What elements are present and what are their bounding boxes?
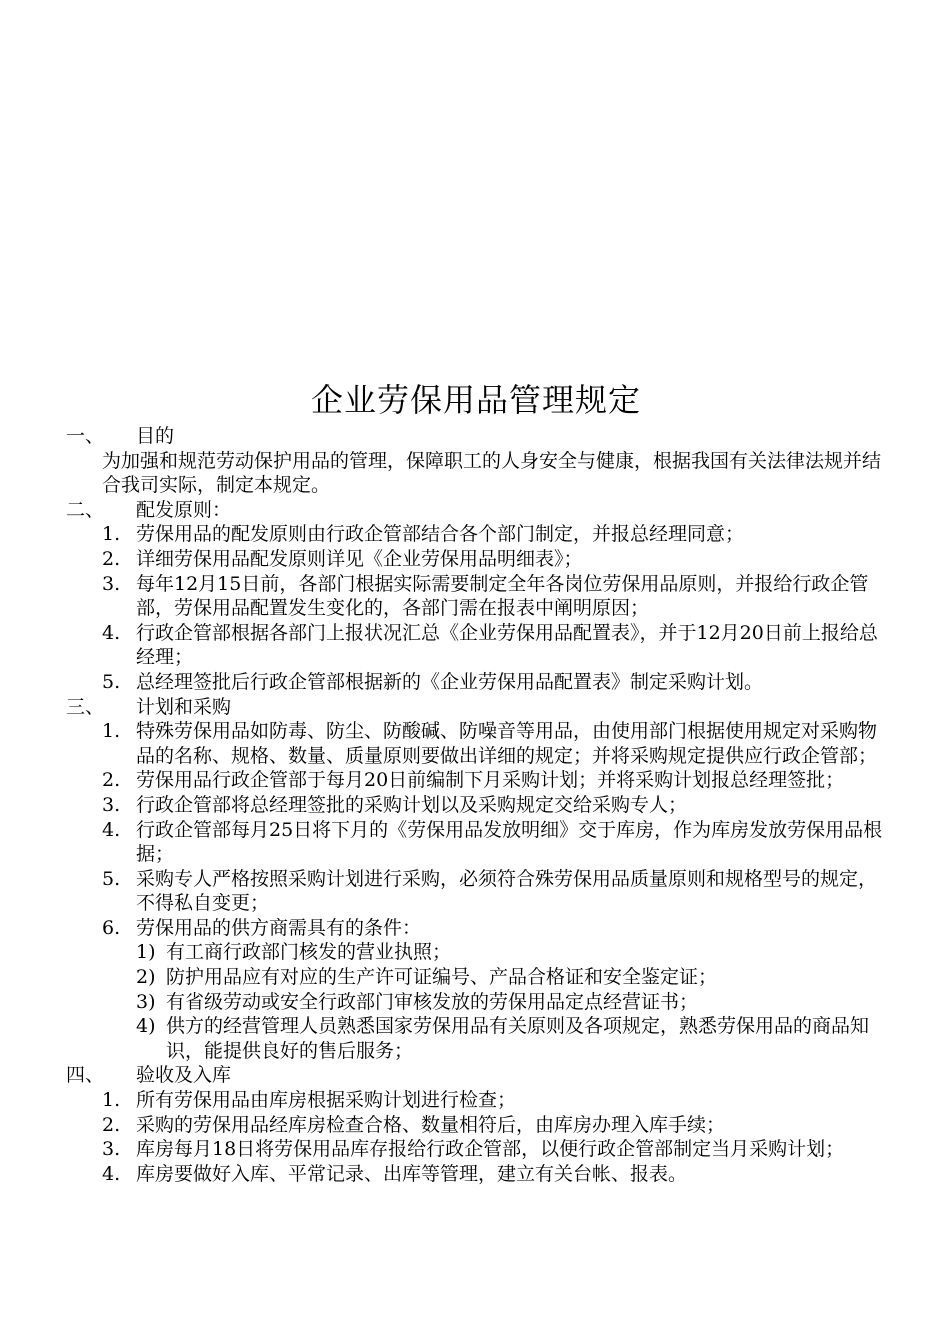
list-item — [66, 572, 886, 621]
sub-list-text: 防护用品应有对应的生产许可证编号、产品合格证和安全鉴定证； — [166, 966, 718, 989]
list-number: 2. — [102, 1113, 121, 1136]
list-item — [66, 547, 886, 572]
list-number: 3. — [102, 1138, 121, 1161]
list-text: 库房要做好入库、平常记录、出库等管理，建立有关台帐、报表。 — [136, 1162, 688, 1185]
section-title: 计划和采购 — [136, 695, 232, 718]
list-text: 总经理签批后行政企管部根据新的《企业劳保用品配置表》制定采购计划。 — [136, 670, 764, 693]
list-number: 1. — [102, 1089, 121, 1112]
list-item — [66, 916, 886, 941]
section-heading-3 — [66, 695, 886, 720]
sub-list-number: 2) — [136, 966, 156, 989]
list-text: 劳保用品行政企管部于每月20日前编制下月采购计划；并将采购计划报总经理签批； — [136, 769, 845, 792]
sub-list-number: 4) — [136, 1015, 156, 1038]
list-number: 2. — [102, 547, 121, 570]
section-number: 二、 — [66, 498, 105, 521]
section-title: 目的 — [136, 425, 175, 447]
section-paragraph: 为加强和规范劳动保护用品的管理，保障职工的人身安全与健康，根据我国有关法律法规并结合我司实际，制定本规定。 — [102, 449, 882, 497]
list-number: 5. — [102, 670, 121, 693]
list-text: 劳保用品的供方商需具有的条件： — [136, 916, 422, 939]
list-number: 1. — [102, 523, 121, 546]
sub-list-item — [66, 940, 886, 965]
list-text: 库房每月18日将劳保用品库存报给行政企管部，以便行政企管部制定当月采购计划； — [136, 1138, 845, 1161]
list-item — [66, 1113, 886, 1138]
sub-list-item — [66, 965, 886, 990]
list-text: 行政企管部将总经理签批的采购计划以及采购规定交给采购专人； — [136, 793, 688, 816]
sub-list-item — [66, 990, 886, 1015]
list-text: 所有劳保用品由库房根据采购计划进行检查； — [136, 1089, 517, 1112]
section-number: 三、 — [66, 695, 105, 718]
list-item — [66, 670, 886, 695]
list-item — [66, 1137, 886, 1162]
list-number: 4. — [102, 621, 121, 644]
list-item — [66, 719, 886, 768]
list-number: 4. — [102, 1162, 121, 1185]
list-item — [66, 818, 886, 867]
list-item — [66, 768, 886, 793]
section-heading-1 — [66, 424, 886, 449]
list-text: 行政企管部根据各部门上报状况汇总《企业劳保用品配置表》，并于12月20日前上报给总经理； — [136, 621, 878, 669]
list-item — [66, 621, 886, 670]
sub-list-item — [66, 1014, 886, 1063]
list-text: 采购的劳保用品经库房检查合格、数量相符后，由库房办理入库手续； — [136, 1113, 726, 1136]
section-title: 验收及入库 — [136, 1064, 232, 1087]
section-number: 四、 — [66, 1064, 105, 1087]
list-text: 行政企管部每月25日将下月的《劳保用品发放明细》交于库房，作为库房发放劳保用品根据； — [136, 818, 883, 866]
sub-list-number: 3) — [136, 990, 156, 1013]
list-item — [66, 1088, 886, 1113]
list-item — [66, 867, 886, 916]
list-number: 2. — [102, 769, 121, 792]
list-text: 特殊劳保用品如防毒、防尘、防酸碱、防噪音等用品，由使用部门根据使用规定对采购物品的名称、规格、数量、质量原则要做出详细的规定；并将采购规定提供应行政企管部； — [136, 720, 878, 767]
section-title: 配发原则： — [136, 498, 232, 521]
section-number: 一、 — [66, 425, 105, 447]
section-heading-2 — [66, 498, 886, 523]
list-number: 6. — [102, 916, 121, 939]
list-text: 详细劳保用品配发原则详见《企业劳保用品明细表》； — [136, 547, 583, 570]
sub-list-text: 供方的经营管理人员熟悉国家劳保用品有关原则及各项规定，熟悉劳保用品的商品知识，能提供良好的售后服务； — [166, 1015, 870, 1062]
sub-list-number: 1) — [136, 941, 156, 964]
section-heading-4 — [66, 1063, 886, 1088]
list-item — [66, 522, 886, 547]
list-number: 4. — [102, 818, 121, 841]
sub-list-text: 有工商行政部门核发的营业执照； — [166, 941, 452, 964]
list-item — [66, 1162, 886, 1187]
list-number: 5. — [102, 867, 121, 890]
list-item — [66, 793, 886, 818]
list-text: 每年12月15日前，各部门根据实际需要制定全年各岗位劳保用品原则，并报给行政企管部，劳保用品配置发生变化的，各部门需在报表中阐明原因； — [136, 572, 869, 620]
list-text: 劳保用品的配发原则由行政企管部结合各个部门制定，并报总经理同意； — [136, 523, 745, 546]
sub-list-text: 有省级劳动或安全行政部门审核发放的劳保用品定点经营证书； — [166, 990, 699, 1013]
list-text: 采购专人严格按照采购计划进行采购，必须符合殊劳保用品质量原则和规格型号的规定，不得私自变更； — [136, 867, 878, 915]
list-number: 3. — [102, 572, 121, 595]
list-number: 1. — [102, 720, 121, 743]
document — [66, 378, 886, 1186]
document-title: 企业劳保用品管理规定 — [310, 381, 641, 419]
list-number: 3. — [102, 793, 121, 816]
